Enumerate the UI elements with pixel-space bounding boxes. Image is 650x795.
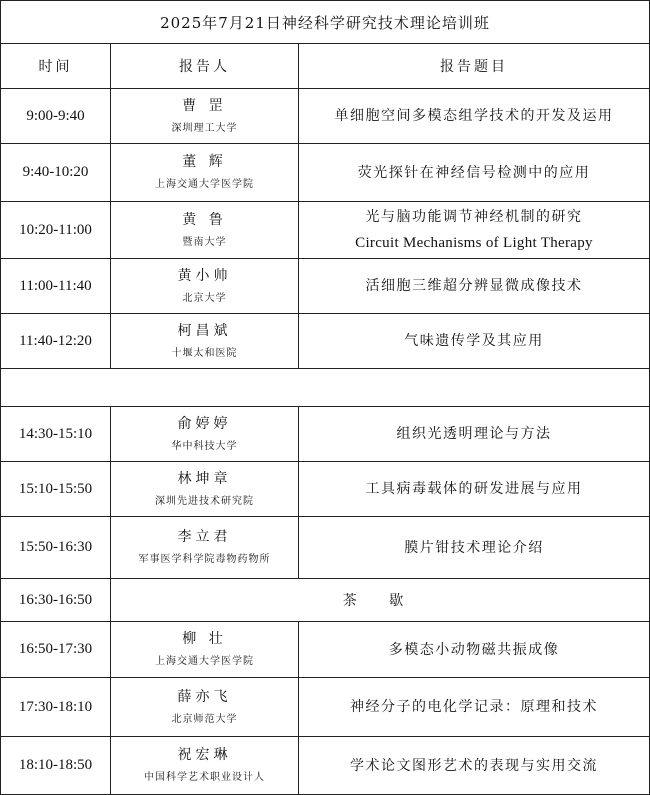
session-time: 10:20-11:00 [1,202,111,259]
session-time: 16:50-17:30 [1,622,111,678]
session-topic-english: Circuit Mechanisms of Light Therapy [355,235,593,251]
session-topic: 单细胞空间多模态组学技术的开发及运用 [299,89,650,144]
header-speaker: 报告人 [111,44,299,89]
speaker-affiliation: 华中科技大学 [171,440,238,452]
table-row [1,144,650,202]
speaker-affiliation: 十堰太和医院 [171,347,238,359]
tea-break-row [1,579,650,622]
table-row [1,314,650,369]
session-time: 15:10-15:50 [1,462,111,517]
speaker-name: 李立君 [177,529,232,545]
speaker-affiliation: 上海交通大学医学院 [155,656,254,667]
table-row [1,407,650,462]
session-time: 9:00-9:40 [1,89,111,144]
speaker-affiliation: 中国科学艺术职业设计人 [144,772,265,783]
session-time: 11:40-12:20 [1,314,111,369]
speaker-cell [111,89,299,144]
session-topic: 膜片钳技术理论介绍 [299,517,650,579]
speaker-cell [111,314,299,369]
session-topic-cell [299,202,650,259]
speaker-affiliation: 北京师范大学 [171,713,238,725]
speaker-cell [111,259,299,314]
speaker-affiliation: 北京大学 [182,292,227,304]
session-topic: 学术论文图形艺术的表现与实用交流 [299,737,650,795]
speaker-cell [111,144,299,202]
table-row [1,622,650,678]
session-time: 9:40-10:20 [1,144,111,202]
speaker-cell [111,202,299,259]
speaker-name: 祝宏琳 [177,747,232,763]
header-time: 时间 [1,44,111,89]
speaker-cell [111,678,299,737]
session-time: 17:30-18:10 [1,678,111,737]
table-row [1,737,650,795]
speaker-affiliation: 深圳理工大学 [171,122,238,134]
speaker-name: 薛亦飞 [177,688,232,705]
table-row [1,259,650,314]
schedule-title: 2025年7月21日神经科学研究技术理论培训班 [1,1,650,44]
speaker-cell [111,407,299,462]
session-topic: 神经分子的电化学记录：原理和技术 [299,678,650,737]
session-topic: 气味遗传学及其应用 [299,314,650,369]
table-row [1,462,650,517]
session-topic: 组织光透明理论与方法 [299,407,650,462]
tea-break-label: 茶 歇 [111,579,650,622]
speaker-name: 曹 罡 [182,97,227,114]
speaker-affiliation: 军事医学科学院毒物药物所 [138,554,271,565]
session-time: 16:30-16:50 [1,579,111,622]
speaker-name: 柳 壮 [182,631,227,647]
session-topic: 荧光探针在神经信号检测中的应用 [299,144,650,202]
speaker-name: 黄小帅 [177,267,232,284]
header-topic: 报告题目 [299,44,650,89]
session-topic: 光与脑功能调节神经机制的研究 [365,209,583,225]
session-topic: 多模态小动物磁共振成像 [299,622,650,678]
empty-gap-cell [1,369,650,407]
table-row [1,517,650,579]
session-topic: 活细胞三维超分辨显微成像技术 [299,259,650,314]
speaker-name: 柯昌斌 [177,322,232,339]
lunch-gap-row [1,369,650,407]
session-topic: 工具病毒载体的研发进展与应用 [299,462,650,517]
table-row [1,89,650,144]
speaker-affiliation: 暨南大学 [182,236,227,248]
speaker-affiliation: 上海交通大学医学院 [155,179,254,190]
speaker-name: 董 辉 [182,154,227,170]
speaker-cell [111,517,299,579]
speaker-affiliation: 深圳先进技术研究院 [155,495,254,507]
speaker-name: 黄 鲁 [182,211,227,228]
speaker-cell [111,622,299,678]
speaker-cell [111,462,299,517]
header-row [1,44,650,89]
speaker-cell [111,737,299,795]
session-time: 18:10-18:50 [1,737,111,795]
table-row [1,202,650,259]
session-time: 14:30-15:10 [1,407,111,462]
table-row [1,678,650,737]
session-time: 11:00-11:40 [1,259,111,314]
session-time: 15:50-16:30 [1,517,111,579]
title-row [1,1,650,44]
speaker-name: 俞婷婷 [177,415,232,432]
speaker-name: 林坤章 [177,470,232,487]
